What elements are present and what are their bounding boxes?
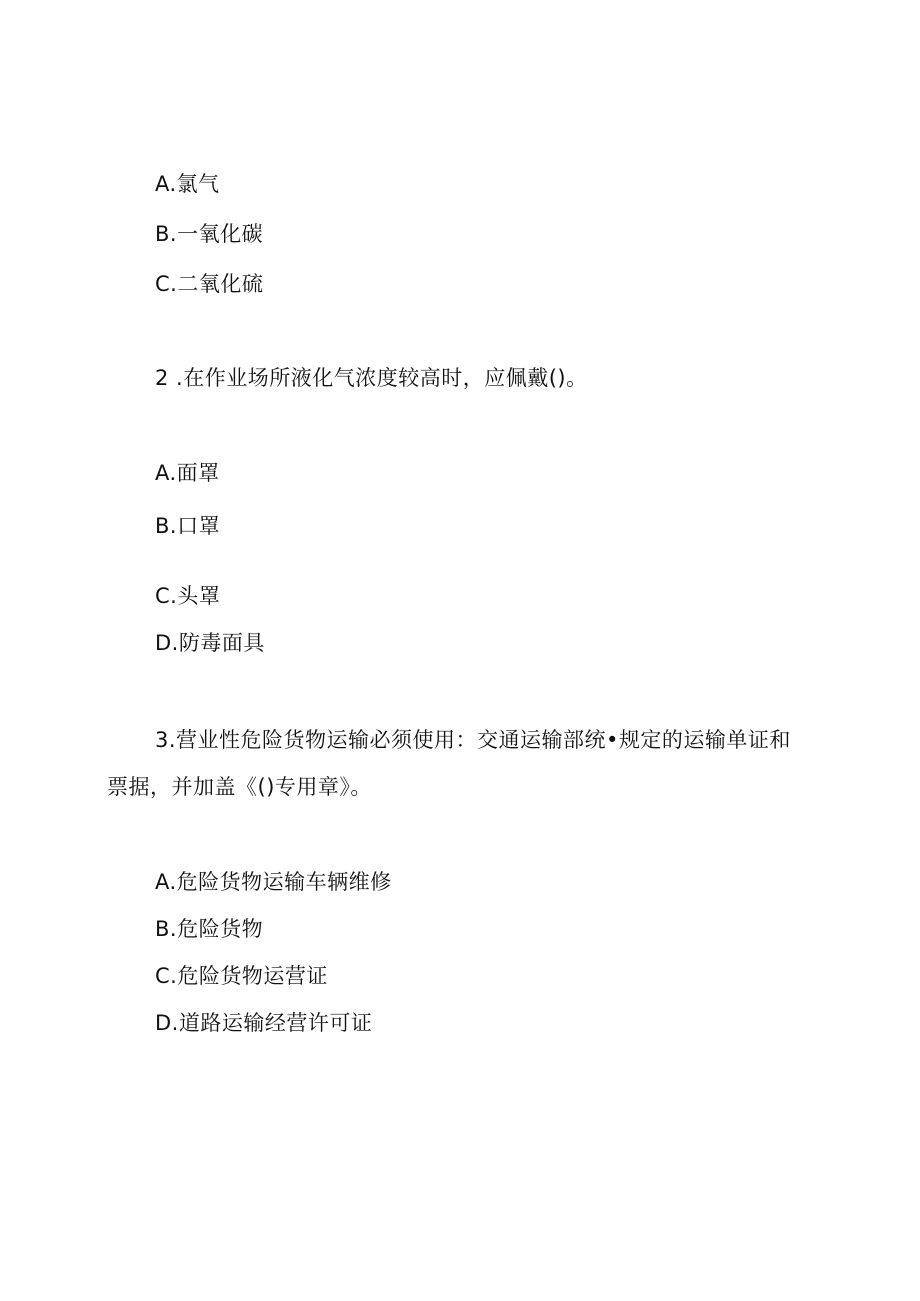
q1-option-c: C.二氧化硫 [155, 272, 264, 296]
q2-option-a: A.面罩 [155, 461, 220, 485]
q3-question-line1: 3.营业性危险货物运输必须使用：交通运输部统•规定的运输单证和 [155, 728, 791, 752]
q3-option-d: D.道路运输经营许可证 [155, 1011, 373, 1035]
q2-question: 2 .在作业场所液化气浓度较高时，应佩戴()。 [155, 366, 588, 390]
q1-option-b: B.一氧化碳 [155, 222, 264, 246]
q2-option-d: D.防毒面具 [155, 631, 265, 655]
q1-option-a: A.氯气 [155, 172, 220, 196]
q3-question-line2: 票据，并加盖《()专用章》。 [107, 775, 372, 799]
q3-option-b: B.危险货物 [155, 917, 264, 941]
q2-option-c: C.头罩 [155, 584, 221, 608]
q3-option-c: C.危险货物运营证 [155, 964, 328, 988]
q3-option-a: A.危险货物运输车辆维修 [155, 870, 392, 894]
q2-option-b: B.口罩 [155, 514, 221, 538]
